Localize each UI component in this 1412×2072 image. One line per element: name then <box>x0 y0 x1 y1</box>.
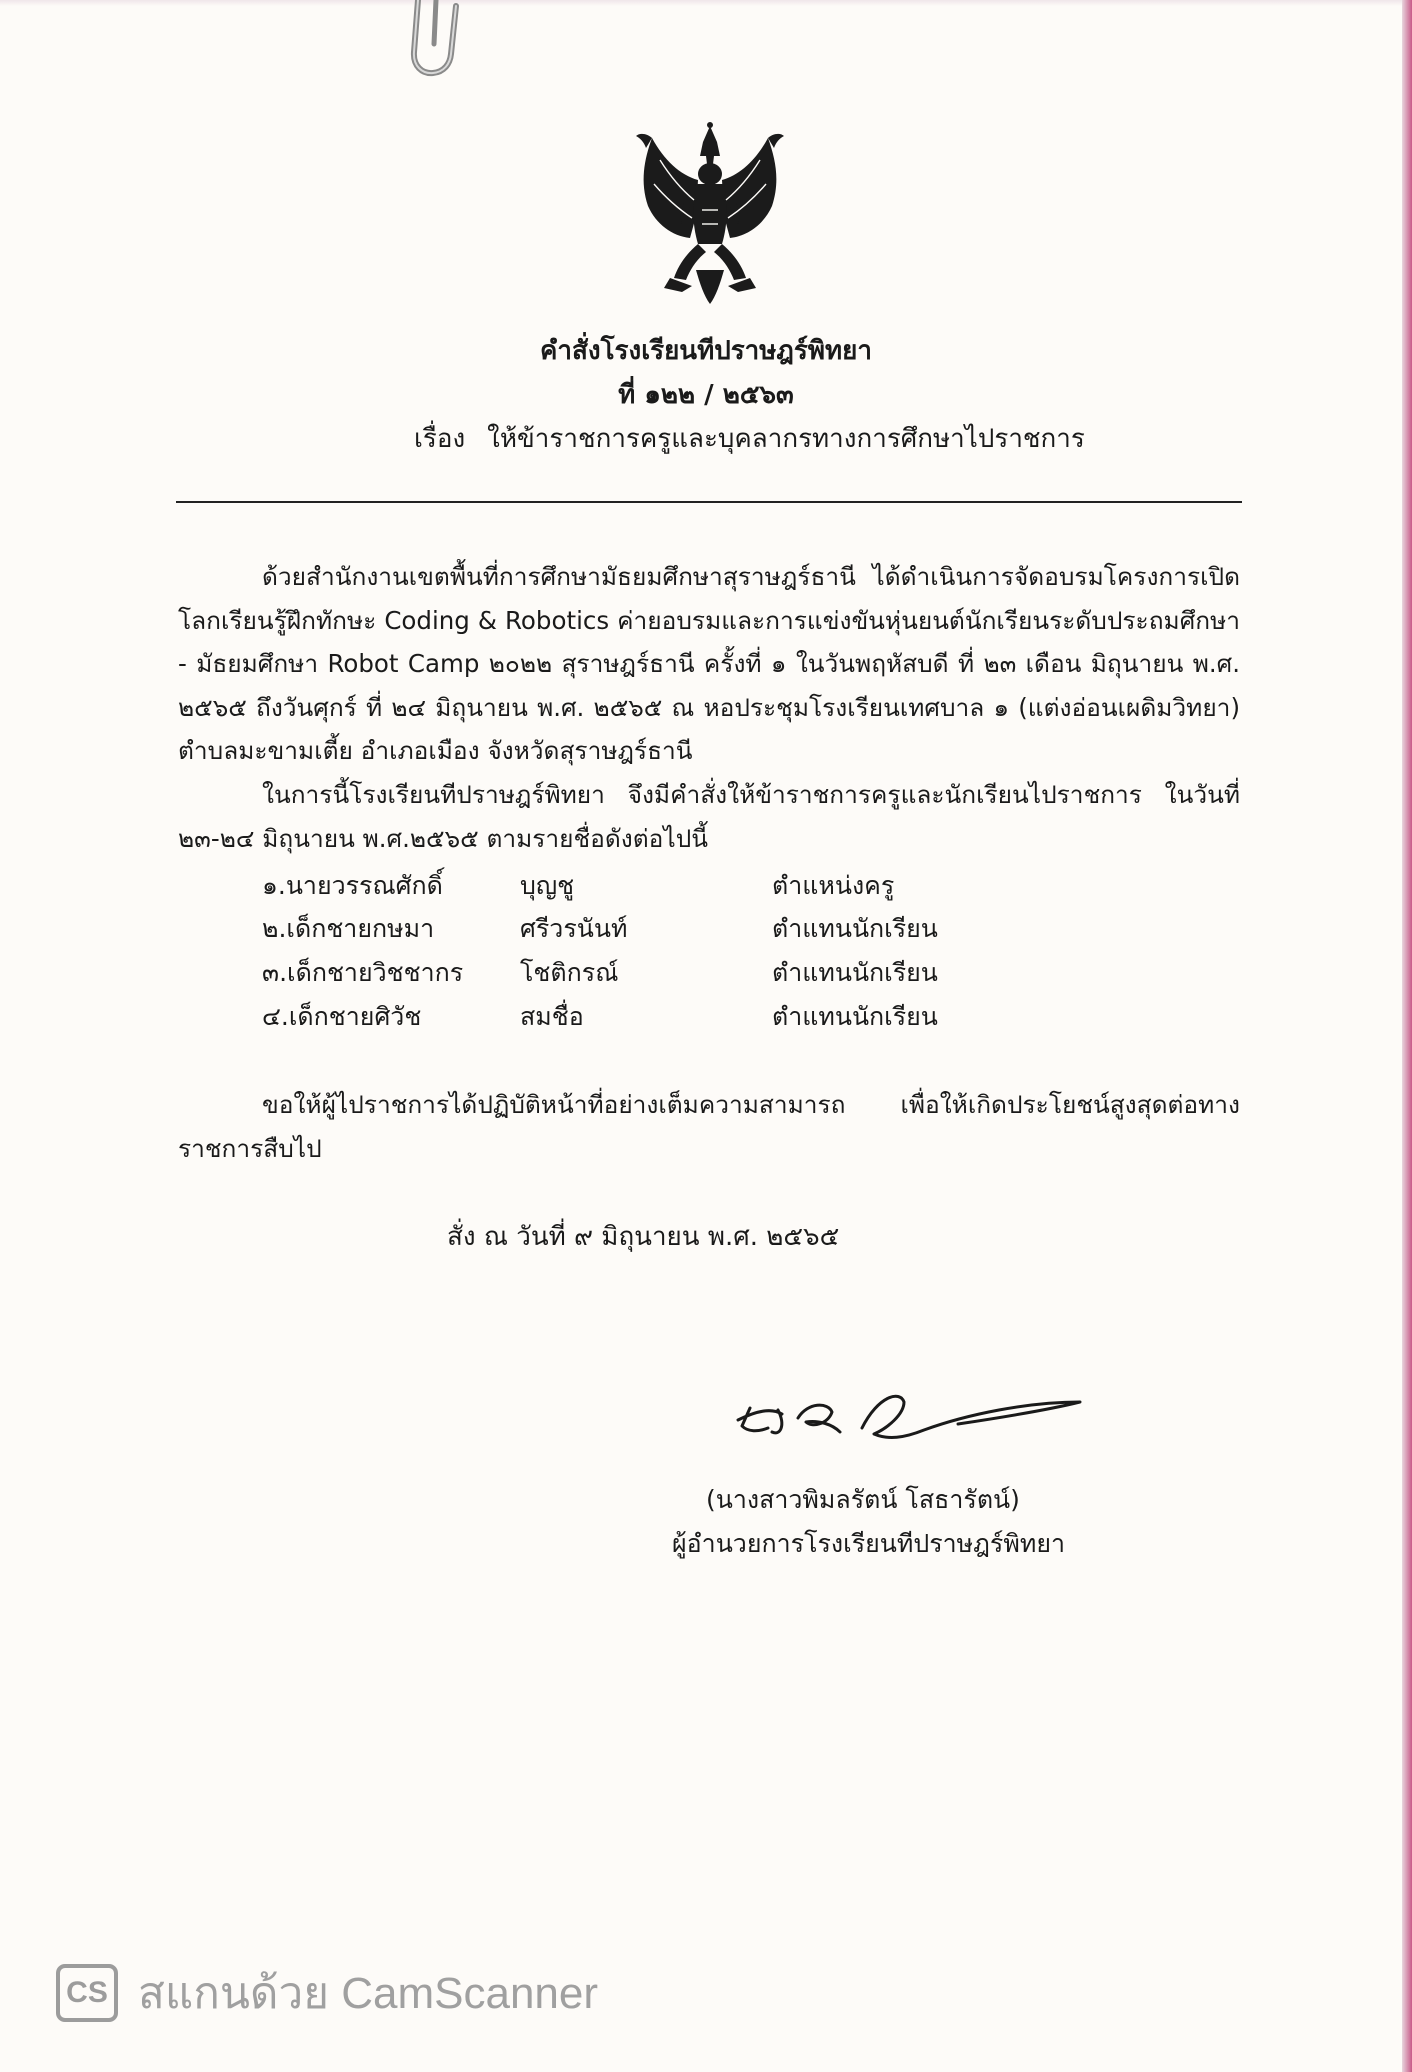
watermark-text: สแกนด้วย CamScanner <box>138 1969 599 2018</box>
page-right-edge <box>1402 0 1412 2072</box>
paragraph-1-text: ด้วยสำนักงานเขตพื้นที่การศึกษามัธยมศึกษาสุราษฎร์ธานี ได้ดำเนินการจัดอบรมโครงการเปิดโลกเรียนรู้ฝึกทักษะ Coding & Robotics ค่ายอบรมและการแข่งขันหุ่นยนต์นักเรียนระดับประถมศึกษา - มัธยมศึกษา Robot Camp ๒๐๒๒ สุราษฎร์ธานี ครั้งที่ ๑ ในวันพฤหัสบดี ที่ ๒๓ เดือน มิถุนายน พ.ศ. ๒๕๖๕ ถึงวันศุกร์ ที่ ๒๔ มิถุนายน พ.ศ. ๒๕๖๕ ณ หอประชุมโรงเรียนเทศบาล ๑ (แต่งอ่อนเผดิมวิทยา) ตำบลมะขามเตี้ย อำเภอเมือง จังหวัดสุราษฎร์ธานี <box>178 562 1240 765</box>
signer-position: ผู้อำนวยการโรงเรียนทีปราษฎร์พิทยา <box>672 1529 1066 1558</box>
paragraph-1 <box>178 555 1240 773</box>
camscanner-watermark <box>56 1958 598 2028</box>
paragraph-2 <box>178 773 1240 860</box>
person-name: ๑.นายวรรณศักดิ์ <box>262 871 443 900</box>
person-surname: สมชื่อ <box>520 1002 584 1031</box>
garuda-emblem-icon <box>630 120 790 305</box>
person-name: ๓.เด็กชายวิชชากร <box>262 958 464 987</box>
paragraph-2-text: ในการนี้โรงเรียนทีปราษฎร์พิทยา จึงมีคำสั่งให้ข้าราชการครูและนักเรียนไปราชการ ในวันที่ ๒๓-๒๔ มิถุนายน พ.ศ.๒๕๖๕ ตามรายชื่อดังต่อไปนี้ <box>178 780 1240 853</box>
paperclip-icon <box>400 0 480 90</box>
paragraph-3 <box>178 1083 1240 1170</box>
order-number: ที่ ๑๒๒ / ๒๕๖๓ <box>618 380 794 410</box>
signer-name: (นางสาวพิมลรัตน์ โสธารัตน์) <box>706 1485 1020 1514</box>
person-name: ๒.เด็กชายกษมา <box>262 914 435 943</box>
person-surname: โชติกรณ์ <box>520 958 619 987</box>
person-name: ๔.เด็กชายศิวัช <box>262 1002 422 1031</box>
person-surname: ศรีวรนันท์ <box>520 914 628 943</box>
person-position: ตำแทนนักเรียน <box>772 1002 938 1031</box>
order-title: คำสั่งโรงเรียนทีปราษฎร์พิทยา <box>540 336 872 366</box>
person-surname: บุญชู <box>520 871 575 900</box>
person-position: ตำแหน่งครู <box>772 871 895 900</box>
paragraph-3-text: ขอให้ผู้ไปราชการได้ปฏิบัติหน้าที่อย่างเต็มความสามารถ เพื่อให้เกิดประโยชน์สูงสุดต่อทางราชการสืบไป <box>178 1090 1240 1163</box>
order-date: สั่ง ณ วันที่ ๙ มิถุนายน พ.ศ. ๒๕๖๕ <box>447 1222 840 1252</box>
order-subject <box>414 418 1085 459</box>
page-top-edge <box>0 0 1412 6</box>
camscanner-logo-icon: CS <box>56 1964 118 2022</box>
person-position: ตำแทนนักเรียน <box>772 958 938 987</box>
header-divider <box>176 501 1242 503</box>
subject-label: เรื่อง <box>414 424 466 454</box>
subject-text: ให้ข้าราชการครูและบุคลากรทางการศึกษาไปราชการ <box>487 424 1085 454</box>
person-position: ตำแทนนักเรียน <box>772 914 938 943</box>
signature-icon <box>728 1380 1088 1455</box>
